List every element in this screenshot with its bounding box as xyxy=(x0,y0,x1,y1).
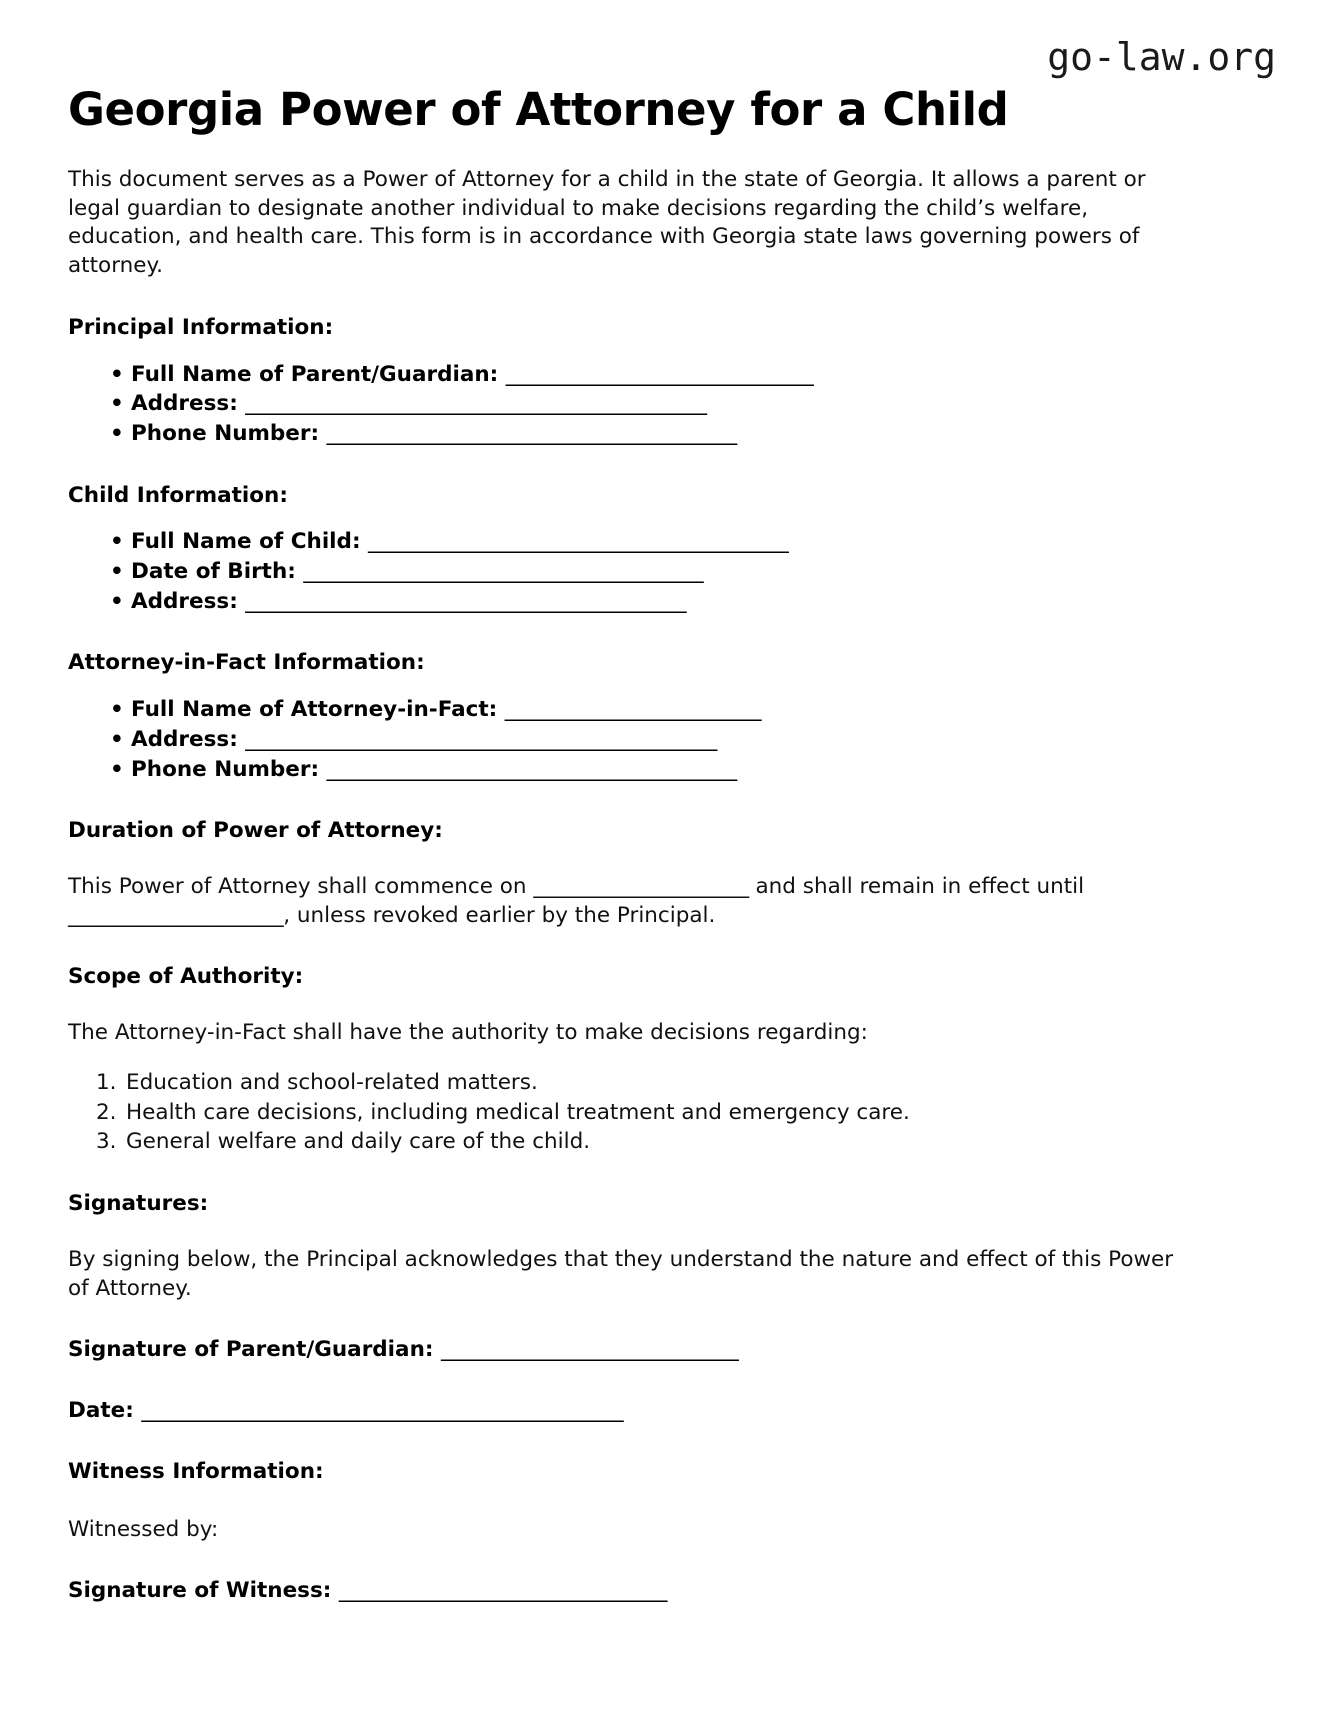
list-number: 2. xyxy=(96,1099,117,1125)
list-item-text: Education and school-related matters. xyxy=(126,1070,538,1095)
field-blank[interactable]: _______________________________________ xyxy=(303,559,704,585)
field-label: Full Name of Parent/Guardian: xyxy=(131,361,499,387)
witness-signature-label: Signature of Witness: xyxy=(68,1577,332,1603)
field-label: Full Name of Attorney-in-Fact: xyxy=(131,697,498,723)
list-item xyxy=(106,557,1178,587)
field-label: Phone Number: xyxy=(131,756,320,782)
bullet-icon: • xyxy=(110,697,124,723)
section-heading-witness: Witness Information: xyxy=(68,1458,324,1484)
duration-blank-start[interactable]: _____________________ xyxy=(533,874,749,900)
list-item xyxy=(106,419,1178,449)
section-heading-child: Child Information: xyxy=(68,482,288,508)
field-label: Full Name of Child: xyxy=(131,529,361,555)
date-line xyxy=(68,1397,1178,1425)
bullet-icon: • xyxy=(110,529,124,555)
scope-lead-paragraph: The Attorney-in-Fact shall have the authority to make decisions regarding: xyxy=(68,1020,868,1046)
bullet-icon: • xyxy=(110,588,124,614)
field-blank[interactable]: ______________________________ xyxy=(505,361,814,387)
field-blank[interactable]: _________________________ xyxy=(504,697,762,723)
attorney-field-list xyxy=(68,695,1178,784)
field-label: Phone Number: xyxy=(131,420,320,446)
field-blank[interactable]: _____________________________________________ xyxy=(245,391,707,417)
bullet-icon: • xyxy=(110,756,124,782)
date-blank[interactable]: _______________________________________________ xyxy=(141,1398,624,1424)
scope-list xyxy=(68,1068,1178,1157)
list-item-text: General welfare and daily care of the child. xyxy=(126,1129,591,1155)
section-heading-signatures: Signatures: xyxy=(68,1190,209,1216)
duration-blank-end[interactable]: _____________________ xyxy=(68,902,284,928)
list-number: 3. xyxy=(96,1129,117,1155)
field-blank[interactable]: ________________________________________ xyxy=(326,756,737,782)
duration-paragraph xyxy=(68,873,1178,930)
list-item-text: Health care decisions, including medical treatment and emergency care. xyxy=(126,1099,910,1125)
bullet-icon: • xyxy=(110,391,124,417)
duration-text-middle: and shall remain in effect until xyxy=(755,874,1085,900)
field-label: Address: xyxy=(131,588,238,614)
witness-signature-blank[interactable]: ________________________________ xyxy=(338,1577,667,1603)
list-number: 1. xyxy=(96,1070,117,1095)
field-label: Date of Birth: xyxy=(131,559,296,585)
intro-paragraph: This document serves as a Power of Attorney for a child in the state of Georgia. It allows a parent or legal guardian to designate another individual to make decisions regarding the child’s welfare, education, and health care. This form is in accordance with Georgia state laws governing powers of attorney. xyxy=(68,167,1146,279)
field-label: Address: xyxy=(131,391,238,417)
field-blank[interactable]: ______________________________________________ xyxy=(245,727,717,753)
field-blank[interactable]: ________________________________________ xyxy=(326,420,737,446)
witness-signature-line xyxy=(68,1577,1178,1605)
bullet-icon: • xyxy=(110,361,124,387)
section-heading-attorney-in-fact: Attorney-in-Fact Information: xyxy=(68,650,425,676)
bullet-icon: • xyxy=(110,420,124,446)
field-label: Address: xyxy=(131,727,238,753)
signature-statement: By signing below, the Principal acknowledges that they understand the nature and effect of this Power of Attorney. xyxy=(68,1246,1174,1301)
duration-text-before: This Power of Attorney shall commence on xyxy=(68,874,527,900)
list-item xyxy=(96,1098,1178,1128)
duration-text-after: , unless revoked earlier by the Principal. xyxy=(283,902,716,928)
field-blank[interactable]: _________________________________________ xyxy=(368,529,789,555)
list-item xyxy=(106,695,1178,725)
section-heading-scope: Scope of Authority: xyxy=(68,964,304,990)
list-item xyxy=(106,360,1178,390)
principal-field-list xyxy=(68,360,1178,449)
child-field-list xyxy=(68,527,1178,616)
bullet-icon: • xyxy=(110,727,124,753)
page-title: Georgia Power of Attorney for a Child xyxy=(68,83,1009,136)
list-item xyxy=(106,725,1178,755)
parent-signature-label: Signature of Parent/Guardian: xyxy=(68,1337,434,1363)
list-item xyxy=(96,1127,1178,1157)
list-item xyxy=(106,755,1178,785)
list-item xyxy=(106,389,1178,419)
section-heading-principal: Principal Information: xyxy=(68,314,334,340)
witnessed-by-text: Witnessed by: xyxy=(68,1516,219,1542)
list-item xyxy=(106,527,1178,557)
section-heading-duration: Duration of Power of Attorney: xyxy=(68,818,443,844)
parent-signature-line xyxy=(68,1336,1178,1364)
site-logo: go-law.org xyxy=(1047,35,1276,79)
field-blank[interactable]: ___________________________________________ xyxy=(245,588,687,614)
list-item xyxy=(96,1068,1178,1098)
bullet-icon: • xyxy=(110,559,124,585)
list-item xyxy=(106,587,1178,617)
date-label: Date: xyxy=(68,1398,134,1424)
document-content xyxy=(68,82,1178,1605)
parent-signature-blank[interactable]: _____________________________ xyxy=(440,1337,739,1363)
